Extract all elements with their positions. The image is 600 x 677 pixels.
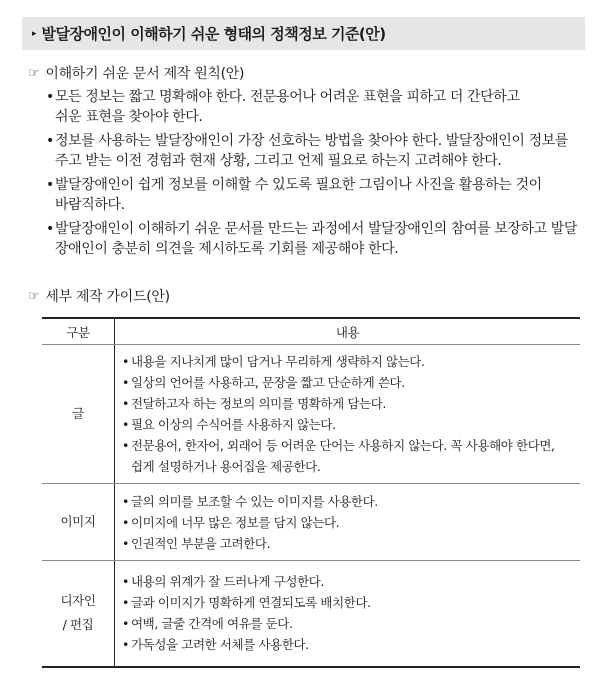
guide-item-line [122,351,580,372]
list-item-line [46,195,586,215]
bullet-dot: • [122,493,129,509]
bullet-dot: • [46,133,54,149]
guide-item-line [122,613,580,634]
column-header-category: 구분 [42,318,115,345]
column-header-content: 내용 [115,318,581,345]
guide-item-line [122,435,580,456]
guide-item-line [122,571,580,592]
guide-item-text: 내용의 위계가 잘 드러나게 구성한다. [131,574,324,590]
list-item-line [46,239,586,259]
guide-item-text: 글의 의미를 보조할 수 있는 이미지를 사용한다. [131,493,378,509]
list-item [46,175,586,215]
guide-item-line [122,491,580,512]
content-cell [115,561,581,667]
category-label: 디자인 [60,593,96,609]
list-item [46,219,586,259]
section-principles-heading [28,63,244,83]
guide-item-text: 전달하고자 하는 정보의 의미를 명확하게 담는다. [131,396,386,411]
triangle-bullet-icon: ▸ [32,28,37,39]
bullet-dot: • [122,616,129,632]
section-heading-text: 이해하기 쉬운 문서 제작 원칙(안) [45,66,245,82]
principles-list [46,87,586,263]
document-title: 발달장애인이 이해하기 쉬운 형태의 정책정보 기준(안) [41,25,386,43]
bullet-dot: • [122,375,129,390]
list-item-text: 발달장애인이 이해하기 쉬운 문서를 만드는 과정에서 발달장애인의 참여를 보장하고 발달 [55,221,578,237]
list-item-line [46,107,586,127]
section-heading-text: 세부 제작 가이드(안) [45,289,170,305]
guide-item-text: 이미지에 너무 많은 정보를 담지 않는다. [131,514,340,530]
bullet-dot: • [122,354,129,369]
bullet-dot: • [122,535,129,551]
guide-item-line [122,393,580,414]
content-cell [115,345,581,484]
bullet-dot: • [122,417,129,432]
category-label: / 편집 [62,617,94,633]
list-item [46,87,586,127]
bullet-dot: • [122,438,129,453]
guide-item-text: 여백, 글줄 간격에 여유를 둔다. [131,616,293,632]
category-label: 글 [72,406,84,421]
list-item-line [46,131,586,151]
bullet-dot: • [122,595,129,611]
bullet-dot: • [46,177,54,193]
guide-item-text: 쉽게 설명하거나 용어집을 제공한다. [131,459,321,474]
table-row [42,561,580,667]
list-item-text: 주고 받는 이전 경험과 현재 상황, 그리고 언제 필요로 하는지 고려해야 한다. [55,153,502,169]
guide-item-line [122,634,580,655]
list-item-text: 발달장애인이 쉽게 정보를 이해할 수 있도록 필요한 그림이나 사진을 활용하는 것이 [55,177,542,193]
category-cell [42,484,115,561]
guide-item-line [122,414,580,435]
guide-item-text: 인권적인 부분을 고려한다. [131,535,271,551]
bullet-dot: • [122,637,129,653]
bullet-dot: • [122,514,129,530]
list-item-text: 정보를 사용하는 발달장애인이 가장 선호하는 방법을 찾아야 한다. 발달장애인이 정보를 [55,133,568,149]
list-item-text: 모든 정보는 짧고 명확해야 한다. 전문용어나 어려운 표현을 피하고 더 간단하고 [55,89,520,105]
section-guide-heading [28,286,170,306]
list-item-line [46,175,586,195]
guide-item-line [122,533,580,554]
table-row [42,484,580,561]
bullet-dot: • [46,221,54,237]
guide-item-text: 전문용어, 한자어, 외래어 등 어려운 단어는 사용하지 않는다. 꼭 사용해야 한다면, [131,438,555,453]
list-item-text: 장애인이 충분히 의견을 제시하도록 기회를 제공해야 한다. [55,241,399,257]
list-item-line [46,87,586,107]
bullet-dot: • [46,89,54,105]
guide-item-line [122,592,580,613]
list-item [46,131,586,171]
pointing-hand-icon: ☞ [28,65,40,81]
content-cell [115,484,581,561]
category-label: 이미지 [60,514,96,529]
bullet-dot: • [122,396,129,411]
category-cell [42,345,115,484]
guide-item-line [122,512,580,533]
list-item-text: 쉬운 표현을 찾아야 한다. [55,109,203,125]
guide-item-text: 일상의 언어를 사용하고, 문장을 짧고 단순하게 쓴다. [131,375,405,390]
document-title-band [22,17,585,50]
guide-item-text: 글과 이미지가 명확하게 연결되도록 배치한다. [131,595,371,611]
pointing-hand-icon: ☞ [28,288,40,304]
guide-item-line [122,372,580,393]
list-item-line [46,219,586,239]
list-item-text: 바람직하다. [55,197,125,213]
bullet-dot: • [122,574,129,590]
guide-item-text: 내용을 지나치게 많이 담거나 무리하게 생략하지 않는다. [131,354,425,369]
guide-item-line [122,456,580,477]
guide-item-text: 가독성을 고려한 서체를 사용한다. [131,637,309,653]
list-item-line [46,151,586,171]
guide-item-text: 필요 이상의 수식어를 사용하지 않는다. [131,417,336,432]
category-cell [42,561,115,667]
table-row [42,345,580,484]
guide-table [42,317,580,668]
